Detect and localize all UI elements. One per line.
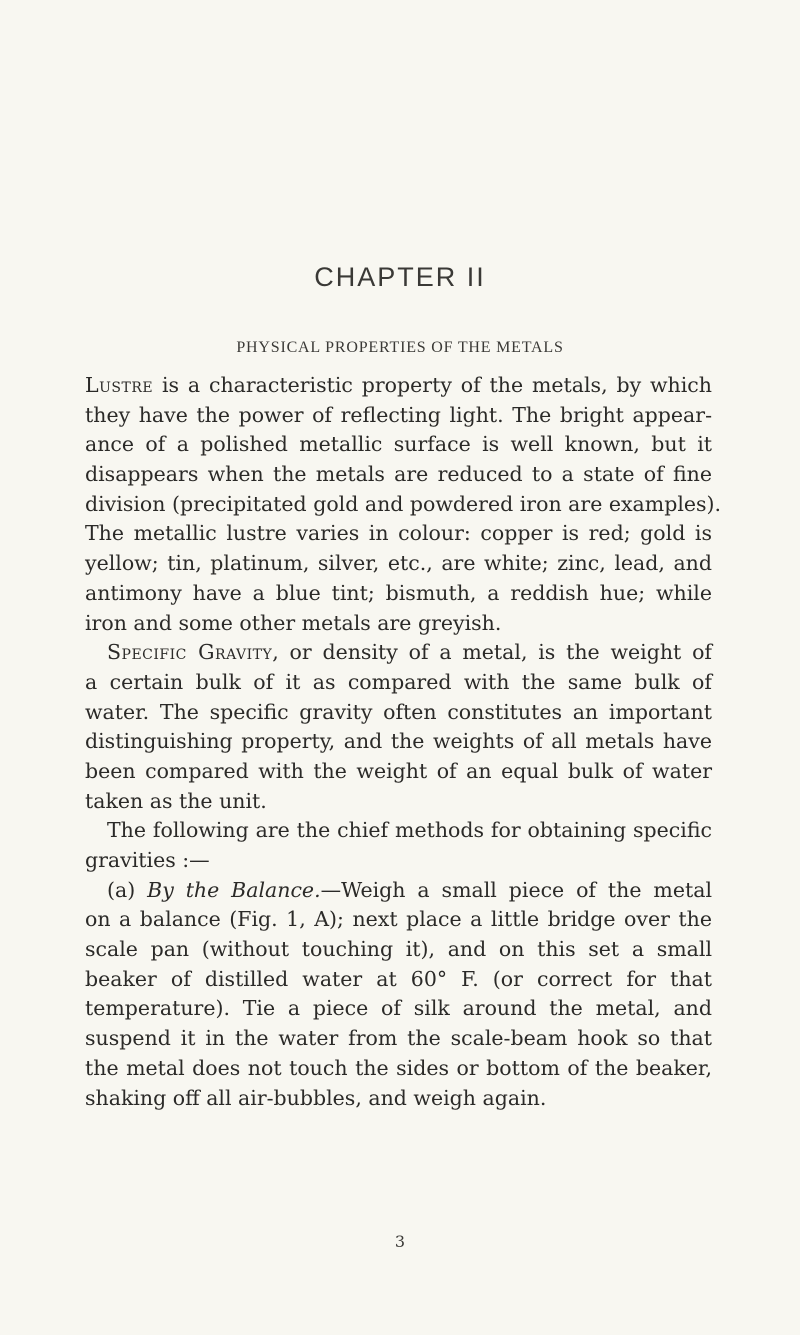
body-text [85,371,722,1113]
text-line: antimony have a blue tint; bismuth, a reddish hue; while [85,580,712,605]
text-line: a certain bulk of it as compared with the same bulk of [85,669,712,694]
text-line: temperature). Tie a piece of silk around the metal, and [85,996,712,1021]
text-line: scale pan (without touching it), and on this set a small [85,937,712,962]
text-line: suspend it in the water from the scale-beam hook so that [85,1026,712,1051]
run-in-heading-specific-gravity: Specific Gravity [107,640,273,665]
run-in-heading-lustre: Lustre [85,373,154,397]
text-line: shaking off all air-bubbles, and weigh again. [85,1085,547,1110]
text-line: gravities :— [85,848,210,872]
text-line: Specific Gravity, or density of a metal, is the weight of [107,640,713,665]
page-number: 3 [394,1232,406,1251]
text-line: they have the power of reflecting light. The bright appear- [85,402,712,427]
text-line: The metallic lustre varies in colour: copper is red; gold is [85,521,712,546]
chapter-subtitle: PHYSICAL PROPERTIES OF THE METALS [236,339,564,356]
text-line: The following are the chief methods for obtaining specific [107,818,712,843]
text-line: beaker of distilled water at 60° F. (or correct for that [85,966,712,991]
text-line: the metal does not touch the sides or bottom of the beaker, [85,1055,712,1080]
text-line: division (precipitated gold and powdered iron are examples). [85,491,722,516]
run-in-heading-balance: By the Balance. [147,877,321,902]
text-line: Lustre is a characteristic property of the metals, by which [85,373,712,397]
chapter-title: CHAPTER II [314,262,486,292]
text-line: ance of a polished metallic surface is well known, but it [85,432,712,457]
text-line: yellow; tin, platinum, silver, etc., are white; zinc, lead, and [85,551,712,576]
text-line: water. The specific gravity often constitutes an important [85,699,712,724]
text-line: distinguishing property, and the weights of all metals have [85,729,712,754]
text-line: iron and some other metals are greyish. [85,610,502,635]
text-line: disappears when the metals are reduced to a state of fine [85,462,712,487]
text-line: on a balance (Fig. 1, A); next place a little bridge over the [85,907,712,932]
text-line: taken as the unit. [85,788,267,813]
text-line: (a) By the Balance.—Weigh a small piece of the metal [107,877,713,902]
text-line: been compared with the weight of an equal bulk of water [85,758,712,783]
